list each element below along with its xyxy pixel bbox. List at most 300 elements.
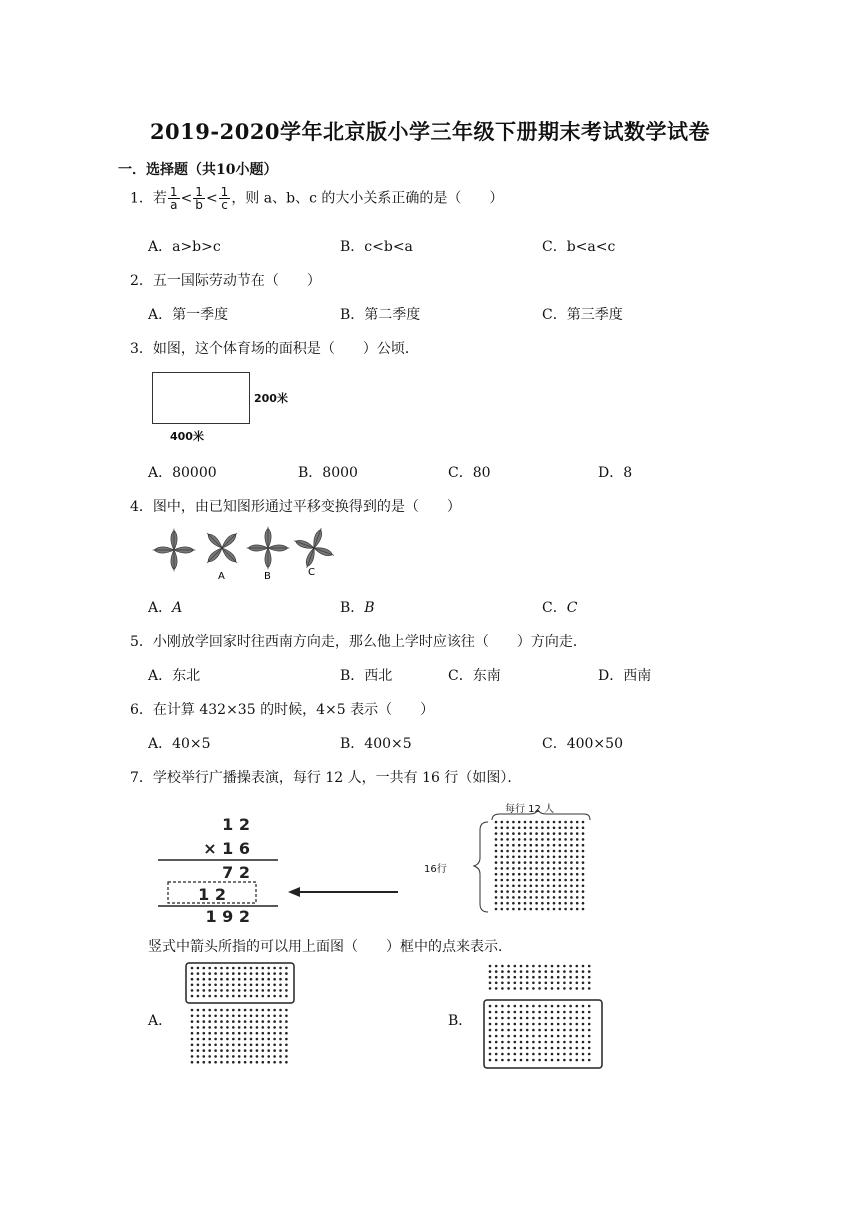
- dot: [197, 1020, 200, 1023]
- dot: [256, 1049, 259, 1052]
- dot: [538, 1047, 541, 1050]
- dot: [535, 850, 538, 853]
- dot: [256, 1061, 259, 1064]
- dot: [551, 1047, 554, 1050]
- dot: [535, 838, 538, 841]
- dot: [208, 1026, 211, 1029]
- dot: [512, 908, 515, 911]
- dot: [501, 970, 504, 973]
- pinwheel-figures: [148, 526, 338, 582]
- dot: [238, 989, 241, 992]
- dot: [570, 850, 573, 853]
- dot: [214, 989, 217, 992]
- dot: [501, 965, 504, 968]
- dot: [559, 850, 562, 853]
- q1-option-a[interactable]: A．a>b>c: [148, 239, 221, 255]
- dot: [576, 856, 579, 859]
- dot: [526, 1011, 529, 1014]
- q2-option-a[interactable]: A．第一季度: [148, 307, 229, 323]
- dot: [273, 995, 276, 998]
- dot: [576, 908, 579, 911]
- dot: [250, 1044, 253, 1047]
- dot: [506, 856, 509, 859]
- dot: [226, 1015, 229, 1018]
- dot: [262, 1026, 265, 1029]
- dot: [208, 989, 211, 992]
- dot: [197, 1049, 200, 1052]
- dot: [256, 984, 259, 987]
- dot: [551, 982, 554, 985]
- dot: [244, 984, 247, 987]
- dot: [551, 1059, 554, 1062]
- dot: [203, 1061, 206, 1064]
- dot: [244, 1015, 247, 1018]
- dot: [551, 1035, 554, 1038]
- pinwheel-a-label: A: [218, 571, 225, 582]
- dot: [535, 844, 538, 847]
- dot: [569, 1029, 572, 1032]
- dot: [518, 885, 521, 888]
- arrow-head-icon: [288, 887, 300, 897]
- dot: [501, 844, 504, 847]
- dot: [285, 1061, 288, 1064]
- dot: [495, 861, 498, 864]
- dot: [538, 1035, 541, 1038]
- q4-option-c[interactable]: C．C: [542, 600, 578, 616]
- less-than-sign: <: [205, 190, 218, 207]
- dot: [576, 1011, 579, 1014]
- original-pinwheel-icon: [153, 529, 196, 572]
- dot: [279, 967, 282, 970]
- dot: [538, 982, 541, 985]
- dot: [530, 850, 533, 853]
- dot: [524, 850, 527, 853]
- dot: [520, 1059, 523, 1062]
- q7-option-a[interactable]: A．: [148, 1013, 173, 1029]
- dot: [495, 885, 498, 888]
- dot: [569, 1035, 572, 1038]
- dot: [541, 832, 544, 835]
- dot: [564, 896, 567, 899]
- q7-option-a-figure[interactable]: [182, 960, 302, 1070]
- q5-option-d[interactable]: D．西南: [598, 668, 652, 684]
- dot: [250, 1055, 253, 1058]
- dot: [208, 1015, 211, 1018]
- dot: [191, 1009, 194, 1012]
- dot: [563, 1059, 566, 1062]
- dot: [532, 987, 535, 990]
- dot: [489, 1041, 492, 1044]
- dot: [203, 984, 206, 987]
- dot: [244, 972, 247, 975]
- dot: [576, 976, 579, 979]
- dot: [535, 867, 538, 870]
- dot: [524, 908, 527, 911]
- dot: [203, 972, 206, 975]
- dot: [507, 1017, 510, 1020]
- dot: [506, 838, 509, 841]
- dot: [563, 1053, 566, 1056]
- dot: [569, 1017, 572, 1020]
- dot: [582, 1011, 585, 1014]
- dot: [507, 1047, 510, 1050]
- dot: [518, 861, 521, 864]
- dot: [507, 1023, 510, 1026]
- dot: [197, 1038, 200, 1041]
- dot: [557, 970, 560, 973]
- dot: [238, 978, 241, 981]
- dot: [489, 1017, 492, 1020]
- q5-option-a[interactable]: A．东北: [148, 668, 201, 684]
- dot: [214, 995, 217, 998]
- dot: [203, 995, 206, 998]
- dot: [518, 867, 521, 870]
- dot: [273, 984, 276, 987]
- dot: [279, 984, 282, 987]
- dot: [495, 1053, 498, 1056]
- dot: [232, 989, 235, 992]
- q1-prefix: 1．若: [130, 190, 167, 207]
- dot: [267, 1044, 270, 1047]
- dot: [559, 867, 562, 870]
- dot: [495, 982, 498, 985]
- dot: [244, 1044, 247, 1047]
- dot: [250, 967, 253, 970]
- dot: [557, 1023, 560, 1026]
- dot: [532, 1017, 535, 1020]
- dot: [588, 1047, 591, 1050]
- dot: [570, 896, 573, 899]
- dot: [570, 827, 573, 830]
- dot: [220, 1026, 223, 1029]
- dot: [532, 1041, 535, 1044]
- dot: [226, 989, 229, 992]
- dot: [532, 970, 535, 973]
- dot: [559, 832, 562, 835]
- dot: [524, 838, 527, 841]
- dot: [582, 885, 585, 888]
- dot: [501, 1041, 504, 1044]
- dot: [214, 1009, 217, 1012]
- dot: [514, 1005, 517, 1008]
- dot: [256, 978, 259, 981]
- dot: [518, 850, 521, 853]
- dot: [197, 989, 200, 992]
- dot: [244, 1038, 247, 1041]
- question-6: 6．在计算 432×35 的时候，4×5 表示（ ）: [130, 702, 435, 718]
- dot: [507, 970, 510, 973]
- q5-option-c[interactable]: C．东南: [448, 668, 501, 684]
- question-7-followup: 竖式中箭头所指的可以用上面图（ ）框中的点来表示．: [148, 939, 512, 955]
- dot: [514, 1053, 517, 1056]
- dot: [191, 1020, 194, 1023]
- dot: [563, 982, 566, 985]
- dot: [553, 873, 556, 876]
- dot: [547, 850, 550, 853]
- dot: [262, 1055, 265, 1058]
- dot: [285, 1015, 288, 1018]
- dot: [495, 965, 498, 968]
- dot: [214, 1049, 217, 1052]
- dot: [273, 1026, 276, 1029]
- dot: [495, 844, 498, 847]
- dot: [582, 867, 585, 870]
- dot: [226, 967, 229, 970]
- dot: [232, 1009, 235, 1012]
- dot: [220, 1009, 223, 1012]
- q7-option-b-figure[interactable]: [480, 960, 606, 1072]
- dot: [267, 1038, 270, 1041]
- dot: [576, 1005, 579, 1008]
- dot: [208, 972, 211, 975]
- dot: [191, 967, 194, 970]
- dot: [535, 821, 538, 824]
- dot: [191, 1061, 194, 1064]
- dot: [514, 1017, 517, 1020]
- dot: [512, 856, 515, 859]
- dot: [501, 1059, 504, 1062]
- dot: [551, 965, 554, 968]
- dot: [576, 867, 579, 870]
- dot: [576, 827, 579, 830]
- dot: [214, 972, 217, 975]
- stadium-width-label: 200米: [254, 392, 288, 405]
- dot: [203, 1038, 206, 1041]
- dot: [553, 856, 556, 859]
- dot: [520, 1017, 523, 1020]
- dot: [232, 967, 235, 970]
- dot: [232, 978, 235, 981]
- dot: [564, 879, 567, 882]
- dot: [208, 1032, 211, 1035]
- dot: [553, 885, 556, 888]
- dot: [557, 1059, 560, 1062]
- dot: [506, 827, 509, 830]
- dot: [489, 982, 492, 985]
- dot: [563, 1029, 566, 1032]
- dot: [518, 838, 521, 841]
- dot: [530, 856, 533, 859]
- option-b-dots: [489, 965, 591, 1062]
- q6-option-b[interactable]: B．400×5: [340, 736, 412, 752]
- dot: [553, 861, 556, 864]
- dot: [559, 861, 562, 864]
- option-b-frame: [484, 1000, 602, 1068]
- q3-option-a[interactable]: A．80000: [148, 465, 217, 481]
- dot: [526, 1041, 529, 1044]
- dot: [541, 885, 544, 888]
- dot: [520, 1047, 523, 1050]
- dot: [564, 902, 567, 905]
- top-brace: [492, 810, 590, 820]
- q1-option-b[interactable]: B．c<b<a: [340, 239, 413, 255]
- dot: [191, 1026, 194, 1029]
- dot: [273, 978, 276, 981]
- dot: [588, 1005, 591, 1008]
- dot: [570, 890, 573, 893]
- dot: [545, 976, 548, 979]
- dot: [564, 844, 567, 847]
- dot: [576, 1017, 579, 1020]
- dot: [262, 1032, 265, 1035]
- dot: [244, 1026, 247, 1029]
- q1-suffix: ，则 a、b、c 的大小关系正确的是（ ）: [231, 190, 504, 207]
- dot: [203, 1049, 206, 1052]
- dot: [524, 902, 527, 905]
- dot: [238, 1061, 241, 1064]
- dot: [507, 1041, 510, 1044]
- dot: [220, 995, 223, 998]
- dot: [495, 1011, 498, 1014]
- dot: [588, 1011, 591, 1014]
- dot: [530, 827, 533, 830]
- q1-option-c[interactable]: C．b<a<c: [542, 239, 616, 255]
- dot: [256, 972, 259, 975]
- dot: [582, 1035, 585, 1038]
- dot: [541, 850, 544, 853]
- dot: [262, 1038, 265, 1041]
- dot: [507, 1035, 510, 1038]
- dot: [559, 885, 562, 888]
- dot: [557, 976, 560, 979]
- dot: [208, 1061, 211, 1064]
- dot: [538, 1017, 541, 1020]
- dot: [582, 827, 585, 830]
- dot: [553, 838, 556, 841]
- dot: [506, 885, 509, 888]
- dot: [557, 1017, 560, 1020]
- dot: [285, 989, 288, 992]
- dot: [244, 995, 247, 998]
- dot: [551, 1005, 554, 1008]
- dot: [226, 1061, 229, 1064]
- question-7: 7．学校举行广播操表演，每行 12 人，一共有 16 行（如图）．: [130, 770, 522, 786]
- q2-option-b[interactable]: B．第二季度: [340, 307, 421, 323]
- dot: [507, 1011, 510, 1014]
- q2-option-c[interactable]: C．第三季度: [542, 307, 623, 323]
- dot: [514, 1041, 517, 1044]
- dot: [197, 995, 200, 998]
- dot: [495, 987, 498, 990]
- fraction-1-over-b: $\frac{1}{b}$: [195, 185, 203, 212]
- dot: [576, 844, 579, 847]
- dot: [507, 1005, 510, 1008]
- dot: [514, 1047, 517, 1050]
- dot: [564, 885, 567, 888]
- dot: [267, 995, 270, 998]
- dot: [541, 879, 544, 882]
- dot: [524, 873, 527, 876]
- dot: [582, 1023, 585, 1026]
- dot: [267, 1055, 270, 1058]
- dot: [588, 1053, 591, 1056]
- dot: [526, 965, 529, 968]
- dot: [256, 1038, 259, 1041]
- dot: [547, 821, 550, 824]
- dot: [582, 896, 585, 899]
- dot: [524, 867, 527, 870]
- dot: [203, 1055, 206, 1058]
- dot: [273, 1015, 276, 1018]
- dot: [547, 861, 550, 864]
- q4-option-b[interactable]: B．B: [340, 600, 375, 616]
- dot: [588, 1059, 591, 1062]
- dot: [551, 1011, 554, 1014]
- dot: [262, 1009, 265, 1012]
- dot: [526, 1023, 529, 1026]
- dot: [541, 890, 544, 893]
- dot: [262, 978, 265, 981]
- dot: [588, 1029, 591, 1032]
- dot: [238, 1049, 241, 1052]
- q3-option-b[interactable]: B．8000: [298, 465, 358, 481]
- q6-option-a[interactable]: A．40×5: [148, 736, 211, 752]
- dot: [582, 1047, 585, 1050]
- dot: [501, 867, 504, 870]
- dot: [250, 1009, 253, 1012]
- dot: [569, 1053, 572, 1056]
- dot: [545, 1053, 548, 1056]
- dot: [489, 976, 492, 979]
- q4-option-a[interactable]: A．A: [148, 600, 183, 616]
- dot: [244, 1009, 247, 1012]
- dot: [518, 908, 521, 911]
- question-4: 4．图中，由已知图形通过平移变换得到的是（ ）: [130, 499, 461, 515]
- q6-option-c[interactable]: C．400×50: [542, 736, 623, 752]
- dot: [238, 1055, 241, 1058]
- dot: [582, 838, 585, 841]
- dot: [262, 984, 265, 987]
- dot: [538, 1005, 541, 1008]
- dot: [570, 867, 573, 870]
- dot: [514, 970, 517, 973]
- q5-option-b[interactable]: B．西北: [340, 668, 393, 684]
- dot: [214, 984, 217, 987]
- dot: [557, 1053, 560, 1056]
- dot: [512, 867, 515, 870]
- dot: [506, 821, 509, 824]
- dot: [547, 890, 550, 893]
- q3-option-d[interactable]: D．8: [598, 465, 633, 481]
- dot: [576, 873, 579, 876]
- dot: [559, 821, 562, 824]
- dot: [244, 1049, 247, 1052]
- dot: [197, 1015, 200, 1018]
- dot: [563, 1005, 566, 1008]
- dot: [279, 1061, 282, 1064]
- dot: [545, 1041, 548, 1044]
- calc-row-3: 7 2: [222, 863, 250, 882]
- dot: [588, 1041, 591, 1044]
- dot: [545, 965, 548, 968]
- dot: [532, 982, 535, 985]
- dot: [538, 1023, 541, 1026]
- dot: [530, 885, 533, 888]
- dot: [226, 1044, 229, 1047]
- dot: [570, 908, 573, 911]
- dot: [582, 970, 585, 973]
- dot: [214, 1015, 217, 1018]
- dot: [569, 970, 572, 973]
- dot: [520, 976, 523, 979]
- dot: [545, 1059, 548, 1062]
- q3-option-c[interactable]: C．80: [448, 465, 491, 481]
- q7-option-b[interactable]: B．: [448, 1013, 473, 1029]
- dot: [250, 1026, 253, 1029]
- dot: [526, 1005, 529, 1008]
- dot: [545, 982, 548, 985]
- dot: [570, 838, 573, 841]
